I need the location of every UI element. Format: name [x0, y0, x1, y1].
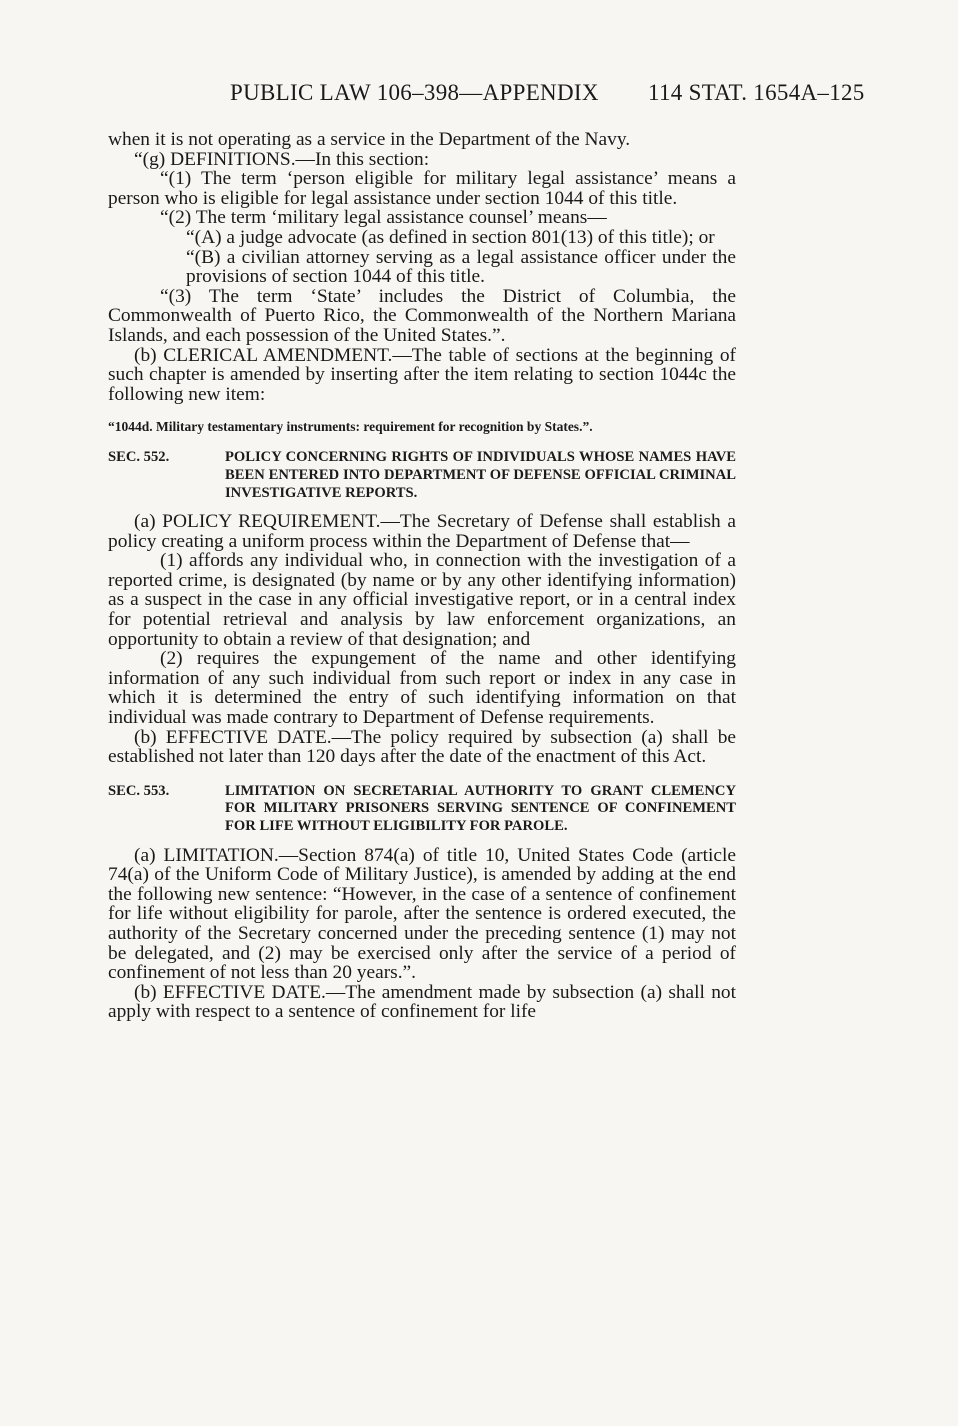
definition-2: “(2) The term ‘military legal assistance counsel’ means— [160, 207, 607, 229]
section-552-number: SEC. 552. [108, 449, 170, 466]
section-552-heading [108, 449, 736, 502]
sec553-effective-date: (b) EFFECTIVE DATE.—The amendment made by subsection (a) shall not apply with respect to a sentence of confinement for life [108, 981, 736, 1023]
definition-1: “(1) The term ‘person eligible for military legal assistance’ means a person who is eligible for legal assistance under section 1044 of this title. [108, 168, 736, 209]
page-body [108, 130, 736, 1022]
stat-citation: 114 STAT. 1654A–125 [648, 80, 865, 105]
definition-3: “(3) The term ‘State’ includes the District of Columbia, the Commonwealth of Puerto Rico, the Commonwealth of the Northern Mariana Islands, and each possession of the United States.”. [108, 285, 736, 346]
sec552-paragraph-1: (1) affords any individual who, in connection with the investigation of a reported crime, is designated (by name or by any other identifying information) as a suspect in the case in any official investigative report, or in a central index for potential retrieval and analysis by law enforcement organizations, an opportunity to obtain a review of that designation; and [108, 550, 736, 650]
sec553-limitation: (a) LIMITATION.—Section 874(a) of title 10, United States Code (article 74(a) of the Uniform Code of Military Justice), is amended by adding at the end the following new sentence: “However, in the case of a sentence of confinement for life without eligibility for parole, after the sentence is ordered executed, the authority of the Secretary concerned under the preceding sentence (1) may not be delegated, and (2) may be exercised only after the service of a period of confinement of not less than 20 years.”. [108, 844, 736, 984]
law-title: PUBLIC LAW 106–398—APPENDIX [230, 80, 599, 105]
sec552-policy-requirement: (a) POLICY REQUIREMENT.—The Secretary of Defense shall establish a policy creating a uniform process within the Department of Defense that— [108, 511, 736, 552]
sec552-paragraph-2: (2) requires the expungement of the name and other identifying information of any such individual from such report or index in any case in which it is determined the entry of such identifying information on that individual was made contrary to Department of Defense requirements. [108, 648, 736, 729]
section-553-number: SEC. 553. [108, 782, 170, 799]
definition-2b: “(B) a civilian attorney serving as a legal assistance officer under the provisions of section 1044 of this title. [186, 246, 736, 288]
continuation-paragraph: when it is not operating as a service in the Department of the Navy. [108, 129, 631, 150]
definition-2a: “(A) a judge advocate (as defined in section 801(13) of this title); or [186, 226, 715, 248]
clerical-amendment: (b) CLERICAL AMENDMENT.—The table of sections at the beginning of such chapter is amended by inserting after the item relating to section 1044c the following new item: [108, 344, 736, 405]
table-of-sections-item: “1044d. Military testamentary instruments: requirement for recognition by States.”. [108, 419, 593, 435]
sec552-effective-date: (b) EFFECTIVE DATE.—The policy required by subsection (a) shall be established not later than 120 days after the date of the enactment of this Act. [108, 726, 736, 768]
running-header [230, 80, 865, 106]
section-552-title: POLICY CONCERNING RIGHTS OF INDIVIDUALS WHOSE NAMES HAVE BEEN ENTERED INTO DEPARTMENT OF DEFENSE OFFICIAL CRIMINAL INVESTIGATIVE REPORTS. [225, 449, 736, 501]
section-553-heading [108, 783, 736, 836]
section-553-title: LIMITATION ON SECRETARIAL AUTHORITY TO GRANT CLEMENCY FOR MILITARY PRISONERS SERVING SENTENCE OF CONFINEMENT FOR LIFE WITHOUT ELIGIBILITY FOR PAROLE. [225, 782, 736, 834]
definitions-heading: “(g) DEFINITIONS.—In this section: [134, 148, 430, 170]
